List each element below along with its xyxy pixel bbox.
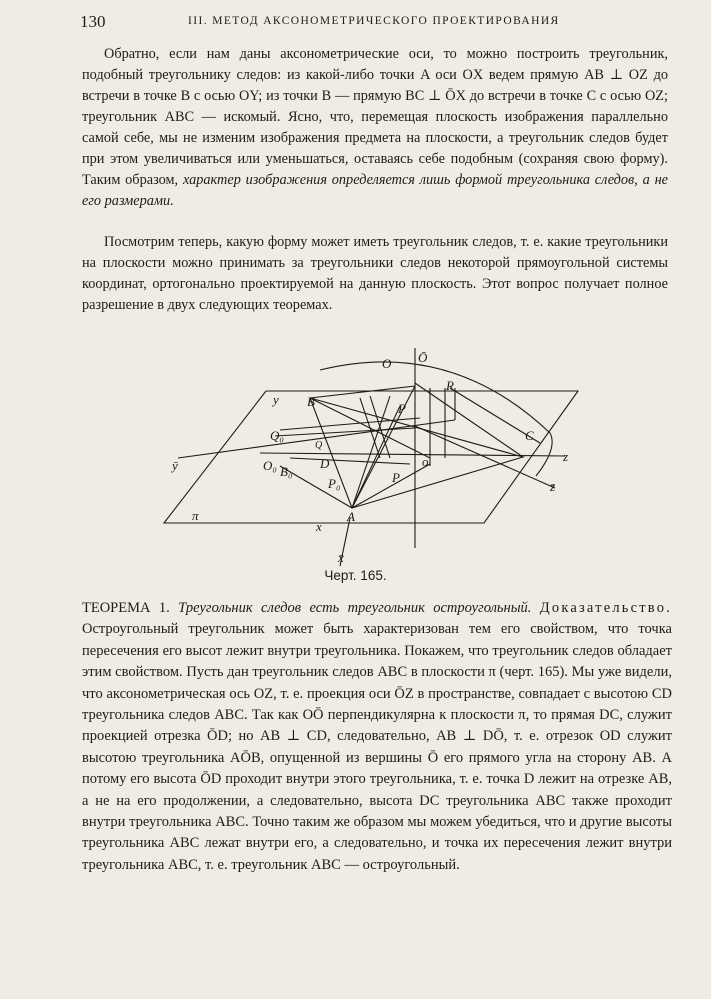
label-Obar: Ō bbox=[418, 350, 428, 365]
label-B0: B₀ bbox=[280, 464, 293, 479]
theorem-heading: ТЕОРЕМА 1. bbox=[82, 600, 170, 616]
emphasized-conclusion: характер изображения определяется лишь формой треугольника следов, а не его размерами. bbox=[82, 172, 669, 209]
proof-text: Остроугольный треугольник может быть характеризован тем его свойством, что точка пересечения его высот лежит внутри треугольника. Покажем, что треугольник следов обладает этим свойством. Пусть дан треугольник следов ABC в плоскости π (черт. 165). Мы уже видели, что аксонометрическая ось OZ, т. е. проекция оси ŌZ в пространстве, совпадает с высотою CD треугольника следов ABC. Так как OŌ перпендикулярна к плоскости π, то прямая DC, служит проекцией отрезка ŌD; но AB ⊥ CD, следовательно, AB ⊥ DŌ, т. е. отрезок OD служит высотою треугольника AŌB, опущенной из вершины Ō его прямого угла на сторону AB. А потому его высота ŌD проходит внутри этого треугольника, т. е. точка D лежит на отрезке AB, а не на его продолжении, а следовательно, высота DC треугольника ABC также проходит внутри треугольника ABC. Точно таким же образом мы можем убедиться, что и другие высоты треугольника ABC лежат внутри его, а следовательно, и точка их пересечения лежит внутри треугольника ABC, т. е. треугольник ABC — остроугольный. bbox=[82, 621, 672, 873]
running-head: III. МЕТОД АКСОНОМЕТРИЧЕСКОГО ПРОЕКТИРОВАНИЯ bbox=[188, 15, 560, 27]
label-D: D bbox=[320, 456, 330, 471]
label-P-upper: P bbox=[398, 401, 406, 416]
label-x: x bbox=[316, 519, 322, 534]
label-Q0: Q₀ bbox=[270, 428, 284, 443]
plane-pi bbox=[164, 391, 578, 523]
label-B: B bbox=[307, 394, 315, 409]
y-axis bbox=[178, 420, 455, 458]
label-y: y bbox=[273, 392, 279, 407]
axonometric-diagram bbox=[160, 348, 590, 580]
label-O0: O₀ bbox=[263, 458, 277, 473]
theorem-statement: Треугольник следов есть треугольник остроугольный. bbox=[178, 600, 532, 616]
paragraph-converse-construction bbox=[82, 44, 668, 212]
figure-165 bbox=[160, 348, 590, 580]
label-R: R bbox=[446, 378, 454, 393]
zbar-axis bbox=[415, 426, 555, 488]
proof-label: Доказательство. bbox=[539, 600, 672, 616]
label-A: A bbox=[347, 509, 355, 524]
label-C: C bbox=[525, 428, 534, 443]
paragraph-text: Посмотрим теперь, какую форму может иметь треугольник следов, т. е. какие треугольники на плоскости можно принимать за треугольники следов некоторой прямоугольной системы координат, ортогонально проектируемой на данную плоскость. Этот вопрос получает полное разрешение в двух следующих теоремах. bbox=[82, 234, 668, 313]
figure-caption: Черт. 165. bbox=[324, 568, 387, 583]
label-Q: Q bbox=[315, 440, 323, 451]
page-header bbox=[80, 12, 671, 36]
label-xbar: x̄ bbox=[338, 550, 344, 565]
label-P-lower: P bbox=[392, 470, 400, 485]
label-zbar: z̄ bbox=[550, 479, 556, 494]
label-O: O bbox=[382, 356, 392, 371]
label-P0: P₀ bbox=[328, 476, 341, 491]
theorem-1 bbox=[82, 598, 672, 876]
paragraph-text: Обратно, если нам даны аксонометрические оси, то можно построить треугольник, подобный треугольнику следов: из какой-либо точки A оси OX ведем прямую AB ⊥ OZ до встречи в точке B с осью OY; из точки B — прямую BC ⊥ ŌX до встречи в точке C с осью OZ; треугольник ABC — искомый. Ясно, что, перемещая плоскость изображения параллельно самой себе, мы не изменим изображения предмета на плоскости, а треугольник следов будет при этом увеличиваться или уменьшаться, оставаясь себе подобным (сохраняя свою форму). Таким образом, bbox=[82, 46, 668, 188]
label-z: z bbox=[563, 449, 569, 464]
label-o: o bbox=[422, 454, 429, 469]
label-pi: π bbox=[192, 508, 199, 523]
paragraph-question bbox=[82, 232, 668, 316]
page-number: 130 bbox=[80, 12, 106, 31]
label-ybar: ȳ bbox=[172, 458, 178, 473]
